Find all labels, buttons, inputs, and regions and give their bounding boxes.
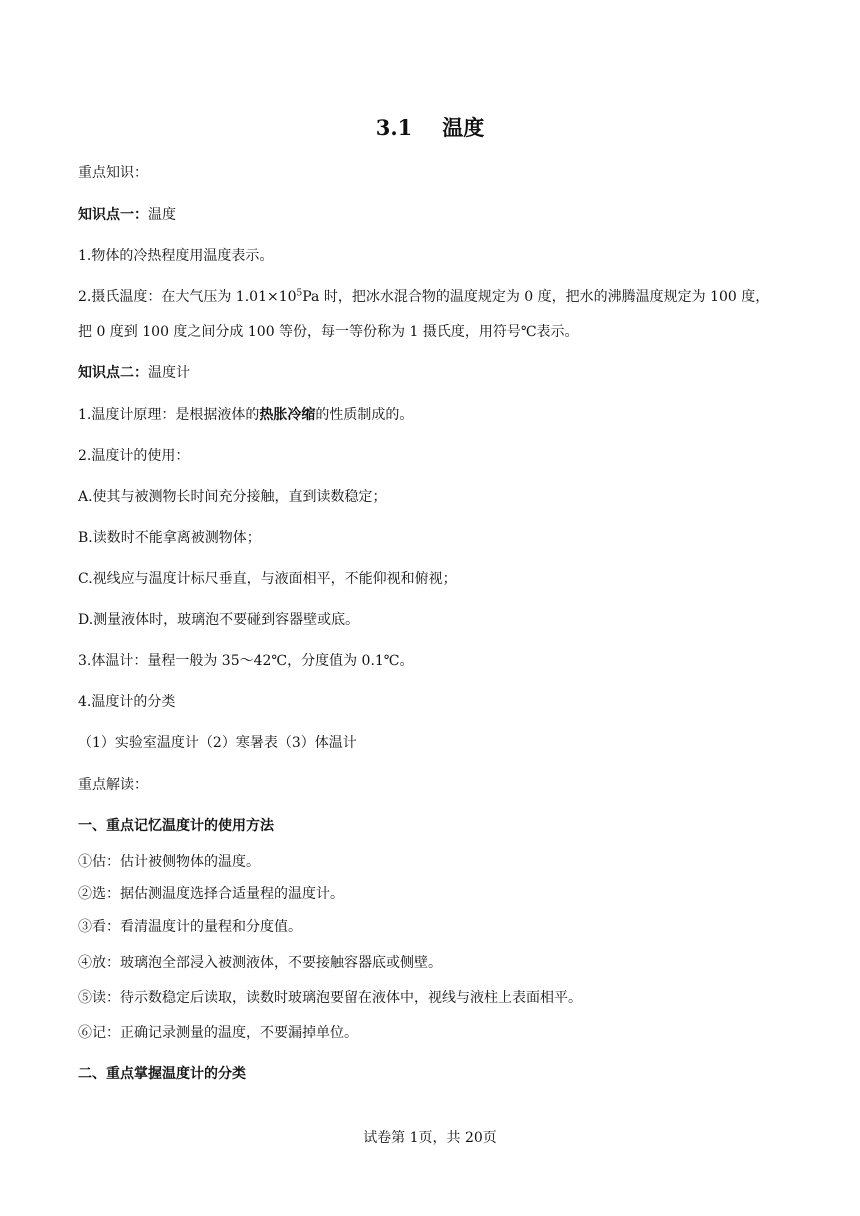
point1-item2-suffix: Pa 时，把冰水混合物的温度规定为 0 度，把水的沸腾温度规定为 100 度，	[302, 289, 770, 305]
point2-item-c: C.视线应与温度计标尺垂直，与液面相平，不能仰视和俯视；	[78, 571, 457, 587]
section1-step: ②选：据估测温度选择合适量程的温度计。	[78, 886, 344, 902]
point2-item1-prefix: 1.温度计原理：是根据液体的	[78, 407, 260, 423]
point2-item4-list: （1）实验室温度计（2）寒暑表（3）体温计	[78, 735, 357, 751]
point2-item1	[78, 405, 800, 425]
section1-step: ⑥记：正确记录测量的温度，不要漏掉单位。	[78, 1025, 358, 1041]
page-footer: 试卷第 1页，共 20页	[363, 1130, 497, 1146]
section-number: 3.1	[375, 115, 413, 140]
point2-item4: 4.温度计的分类	[78, 694, 176, 710]
point1-item2-exponent: 5	[296, 288, 303, 299]
section1-step: ①估：估计被侧物体的温度。	[78, 854, 260, 870]
section2-heading: 二、重点掌握温度计的分类	[78, 1066, 246, 1082]
point1-item2-continued: 把 0 度到 100 度之间分成 100 等份，每一等份称为 1 摄氏度，用符号℃表示。	[78, 324, 579, 340]
point2-item2: 2.温度计的使用：	[78, 448, 190, 464]
key-knowledge-label: 重点知识：	[78, 165, 148, 181]
point1-item2-prefix: 2.摄氏温度：在大气压为 1.01×10	[78, 289, 297, 305]
knowledge-point-1-heading	[78, 205, 800, 225]
knowledge-point-1-topic: 温度	[148, 207, 176, 223]
section1-step: ④放：玻璃泡全部浸入被测液体，不要接触容器底或侧壁。	[78, 955, 442, 971]
knowledge-point-2-heading	[78, 363, 800, 383]
point2-item-a: A.使其与被测物长时间充分接触，直到读数稳定；	[78, 489, 387, 505]
section1-heading: 一、重点记忆温度计的使用方法	[78, 818, 274, 834]
knowledge-point-2-label: 知识点二：	[78, 365, 148, 381]
section1-step: ③看：看清温度计的量程和分度值。	[78, 919, 302, 935]
page-title	[0, 112, 860, 142]
point2-item3: 3.体温计：量程一般为 35～42℃，分度值为 0.1℃。	[78, 653, 414, 669]
point2-item-d: D.测量液体时，玻璃泡不要碰到容器壁或底。	[78, 612, 360, 628]
knowledge-point-2-topic: 温度计	[148, 365, 190, 381]
point2-item1-bold: 热胀冷缩	[259, 407, 316, 423]
point2-item-b: B.读数时不能拿离被测物体；	[78, 530, 261, 546]
point1-item1: 1.物体的冷热程度用温度表示。	[78, 248, 274, 264]
key-reading-label: 重点解读：	[78, 777, 148, 793]
knowledge-point-1-label: 知识点一：	[78, 207, 148, 223]
point2-item1-suffix: 的性质制成的。	[315, 407, 414, 423]
section-title: 温度	[442, 115, 485, 140]
section1-step: ⑤读：待示数稳定后读取，读数时玻璃泡要留在液体中，视线与液柱上表面相平。	[78, 990, 582, 1006]
point1-item2	[78, 287, 800, 307]
